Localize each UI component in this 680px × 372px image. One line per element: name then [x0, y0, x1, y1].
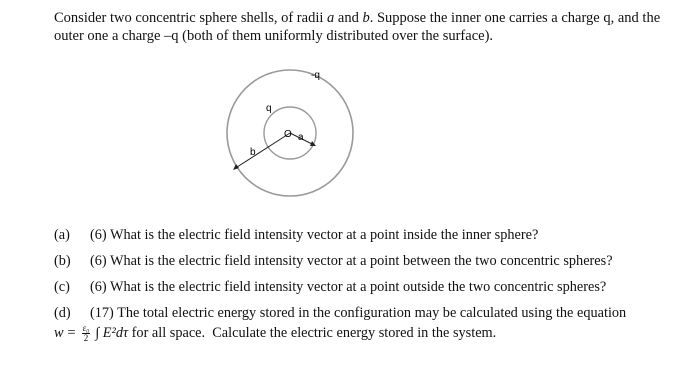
- problem-statement: [54, 9, 664, 45]
- question-text: (6) What is the electric field intensity vector at a point outside the two concentric spheres?: [90, 278, 607, 295]
- radius-a-var: a: [327, 10, 335, 26]
- fraction-denominator: 2: [83, 333, 89, 343]
- formula-lhs: w: [54, 325, 64, 341]
- question-text: (6) What is the electric field intensity vector at a point between the two concentric spheres?: [90, 252, 613, 269]
- question-list: [54, 222, 674, 326]
- fraction-numerator: ε₀: [82, 323, 90, 333]
- radius-b-label: b: [250, 147, 256, 158]
- formula-equals: =: [67, 325, 76, 341]
- radius-b-line: [234, 133, 290, 169]
- formula-suffix: for all space. Calculate the electric energy stored in the system.: [128, 325, 497, 341]
- intro-text-2: and: [334, 10, 363, 26]
- energy-formula-row: [54, 324, 496, 343]
- concentric-spheres-figure: [210, 60, 360, 210]
- question-number: (a): [54, 226, 70, 243]
- question-number: (c): [54, 278, 70, 295]
- question-item: [54, 248, 674, 274]
- question-item: [54, 274, 674, 300]
- radius-a-label: a: [298, 132, 304, 143]
- radius-b-var: b: [362, 10, 370, 26]
- question-item: [54, 300, 674, 326]
- question-item: [54, 222, 674, 248]
- question-text: (6) What is the electric field intensity vector at a point inside the inner sphere?: [90, 226, 539, 243]
- outer-charge-label: -q: [311, 70, 320, 81]
- question-number: (b): [54, 252, 71, 269]
- center-label: O: [284, 129, 292, 140]
- question-text: (17) The total electric energy stored in the configuration may be calculated using the equation: [90, 304, 627, 321]
- inner-charge-label: q: [266, 103, 272, 114]
- intro-text-1: Consider two concentric sphere shells, of radii: [54, 10, 328, 26]
- formula-integral: ∫ E²dτ: [95, 325, 129, 341]
- intro-text-3: . Suppose the inner one carries a charge q, and the outer one a charge –q (both of them uniformly distributed over the surface).: [54, 10, 661, 44]
- formula-fraction: [82, 324, 91, 343]
- question-number: (d): [54, 304, 71, 321]
